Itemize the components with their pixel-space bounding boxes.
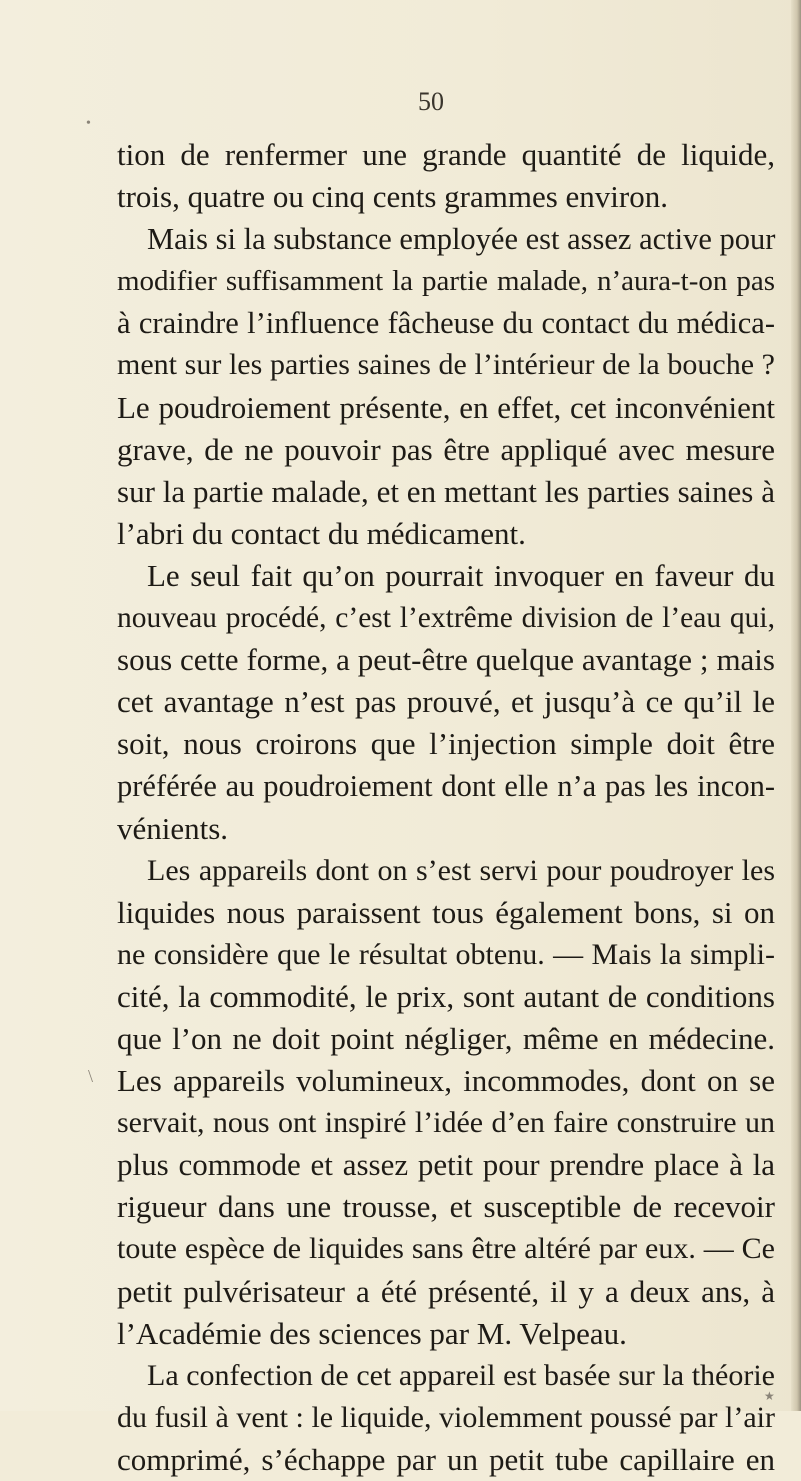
text-line: petit pulvérisateur a été présenté, il y a deux ans, à <box>117 1273 775 1309</box>
text-line: Mais si la substance employée est assez active pour <box>147 222 776 257</box>
text-line: rigueur dans une trousse, et susceptible de recevoir <box>117 1189 775 1225</box>
text-line: Le poudroiement présente, en effet, cet inconvénient <box>117 389 775 425</box>
text-line: La confection de cet appareil est basée sur la théorie <box>147 1358 775 1392</box>
text-line: comprimé, s’échappe par un petit tube capillaire en <box>117 1441 775 1477</box>
ink-dot-mark: • <box>86 116 91 131</box>
text-line: toute espèce de liquides sans être altéré par eux. — Ce <box>117 1232 775 1266</box>
text-line: liquides nous paraissent tous également bons, si on <box>117 894 775 930</box>
text-line: à craindre l’influence fâcheuse du contact du médica- <box>117 306 775 341</box>
text-line: cet avantage n’est pas prouvé, et jusqu’à ce qu’il le <box>117 684 775 720</box>
text-line: servait, nous ont inspiré l’idée d’en faire construire un <box>117 1106 775 1140</box>
text-line: grave, de ne pouvoir pas être appliqué avec mesure <box>117 431 775 467</box>
text-line: trois, quatre ou cinq cents grammes environ. <box>117 179 668 215</box>
text-line: cité, la commodité, le prix, sont autant de conditions <box>117 978 775 1014</box>
text-line: Les appareils dont on s’est servi pour poudroyer les <box>147 853 775 887</box>
text-line: plus commode et assez petit pour prendre place à la <box>117 1147 775 1183</box>
text-line: nouveau procédé, c’est l’extrême division de l’eau qui, <box>117 602 775 635</box>
body-text <box>117 134 775 1481</box>
text-line: préférée au poudroiement dont elle n’a pas les incon- <box>117 769 775 804</box>
pen-stroke-mark: \ <box>88 1066 94 1086</box>
page-number: 50 <box>418 87 444 116</box>
text-line: du fusil à vent : le liquide, violemment poussé par l’air <box>117 1400 775 1434</box>
text-line: soit, nous croirons que l’injection simple doit être <box>117 726 775 762</box>
text-line: modifier suffisamment la partie malade, n’aura-t-on pas <box>117 265 775 298</box>
text-line: Le seul fait qu’on pourrait invoquer en faveur du <box>147 557 775 593</box>
text-line: que l’on ne doit point négliger, même en médecine. <box>117 1020 775 1056</box>
text-line: vénients. <box>117 810 229 846</box>
text-line: l’abri du contact du médicament. <box>117 515 526 551</box>
text-line: l’Académie des sciences par M. Velpeau. <box>117 1315 627 1351</box>
text-line: tion de renfermer une grande quantité de liquide, <box>117 137 775 172</box>
text-line: Les appareils volumineux, incommodes, dont on se <box>117 1063 775 1099</box>
text-line: sous cette forme, a peut-être quelque avantage ; mais <box>117 642 775 678</box>
printer-star-mark: ★ <box>764 1389 775 1403</box>
page-edge-shadow <box>791 0 801 1411</box>
text-line: sur la partie malade, et en mettant les parties saines à <box>117 473 775 509</box>
text-line: ne considère que le résultat obtenu. — Mais la simpli- <box>117 937 775 971</box>
text-line: ment sur les parties saines de l’intérieur de la bouche ? <box>117 348 775 382</box>
